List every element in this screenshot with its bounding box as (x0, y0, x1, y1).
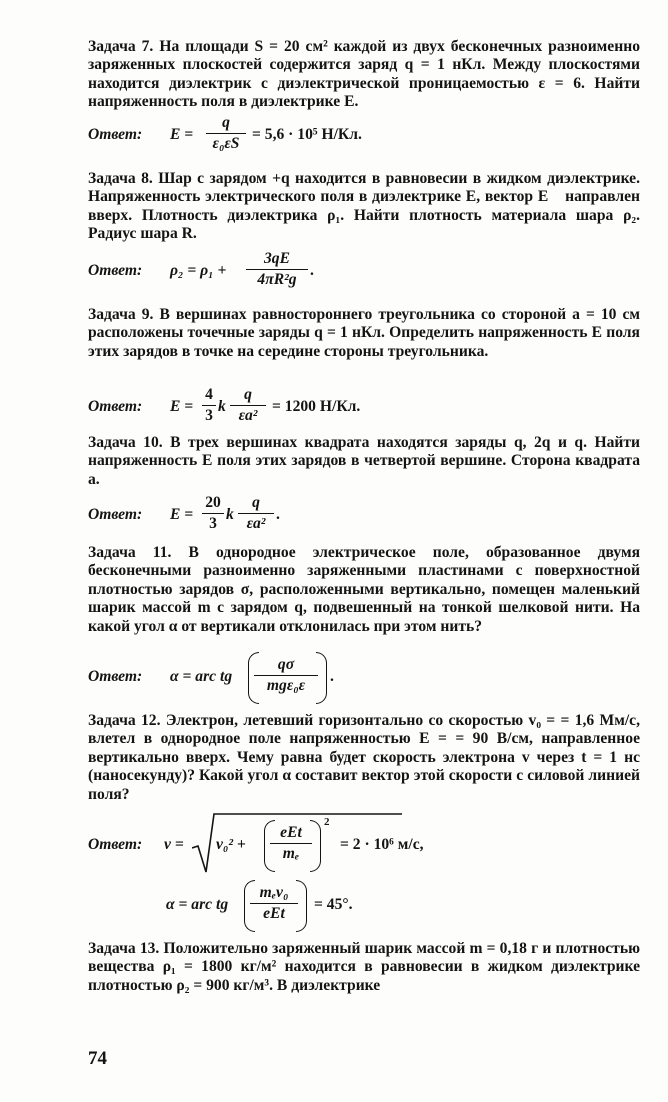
problem-12: Задача 12. Электрон, летевший горизонтально со скоростью v₀ = = 1,6 Мм/с, влетел в однородное поле напряженностью E = = 90 В/см, направленное вертикально вверх. Чему равна будет скорость электрона v через t = 1 нс (наносекунду)? Какой угол α составит вектор этой скорости с силовой линией поля? (88, 712, 641, 803)
right-paren (296, 880, 307, 932)
right-paren (316, 652, 327, 704)
answer-10: Ответ: E = 20 3 k q εa² . (88, 494, 280, 532)
problem-7: Задача 7. На площади S = 20 см² каждой из двух бесконечных разноименно заряженных плоскостей содержится заряд q = 1 нКл. Между плоскостями находится диэлектрик с диэлектрической проницаемостью ε = 6. Найти напряженность поля в диэлектрике E. (88, 38, 640, 111)
problem-13: Задача 13. Положительно заряженный шарик массой m = 0,18 г и плотностью вещества ρ₁ = 1800 кг/м² находится в равновесии в жидком диэлектрике плотностью ρ₂ = 900 кг/м³. В диэлектрике (88, 940, 640, 994)
fraction: q εa² (238, 494, 274, 533)
answer-11: Ответ: α = arc tg qσ mgε₀ε . (88, 656, 488, 716)
coefficient-fraction: 4 3 (202, 386, 216, 425)
page-number: 74 (88, 1048, 107, 1069)
fraction: mₑv₀ eEt (250, 884, 298, 923)
answer-12-angle: α = arc tg mₑv₀ eEt = 45°. (88, 884, 488, 944)
problem-9: Задача 9. В вершинах равностороннего треугольника со стороной a = 10 см расположены точечные заряды q = 1 нКл. Определить напряженность E поля этих зарядов в точке на середине стороны треугольника. (88, 306, 641, 360)
problem-10: Задача 10. В трех вершинах квадрата находятся заряды q, 2q и q. Найти напряженность E поля этих зарядов в четвертой вершине. Сторона квадрата a. (88, 434, 640, 488)
right-paren (310, 820, 321, 872)
coefficient-fraction: 20 3 (202, 494, 224, 533)
answer-8: Ответ: ρ₂ = ρ₁ + 3qE 4πR²g . (88, 250, 314, 288)
answer-7: Ответ: E = q ε₀εS = 5,6 · 10⁵ Н/Кл. (88, 114, 362, 152)
answer-12-velocity: Ответ: v = v₀² + eEt mₑ 2 = 2 · 10⁶ м/с, (88, 812, 488, 882)
problem-11: Задача 11. В однородное электрическое поле, образованное двумя бесконечными разноименно заряженными пластинами с поверхностной плотностью зарядов σ, расположенными вертикально, помещен маленький шарик массой m с зарядом q, подвешенный на тонкой шелковой нити. На какой угол α от вертикали отклонилась при этом нить? (88, 544, 641, 635)
fraction: q ε₀εS (206, 114, 246, 153)
fraction: q εa² (230, 386, 266, 425)
answer-9: Ответ: E = 4 3 k q εa² = 1200 Н/Кл. (88, 386, 361, 424)
fraction: 3qE 4πR²g (246, 250, 308, 289)
problem-8: Задача 8. Шар с зарядом +q находится в равновесии в жидком диэлектрике. Напряженность электрического поля в диэлектрике E, вектор E⃗ направлен вверх. Плотность диэлектрика ρ₁. Найти плотность материала шара ρ₂. Радиус шара R. (88, 170, 640, 243)
fraction: qσ mgε₀ε (254, 656, 318, 695)
fraction: eEt mₑ (270, 824, 312, 863)
